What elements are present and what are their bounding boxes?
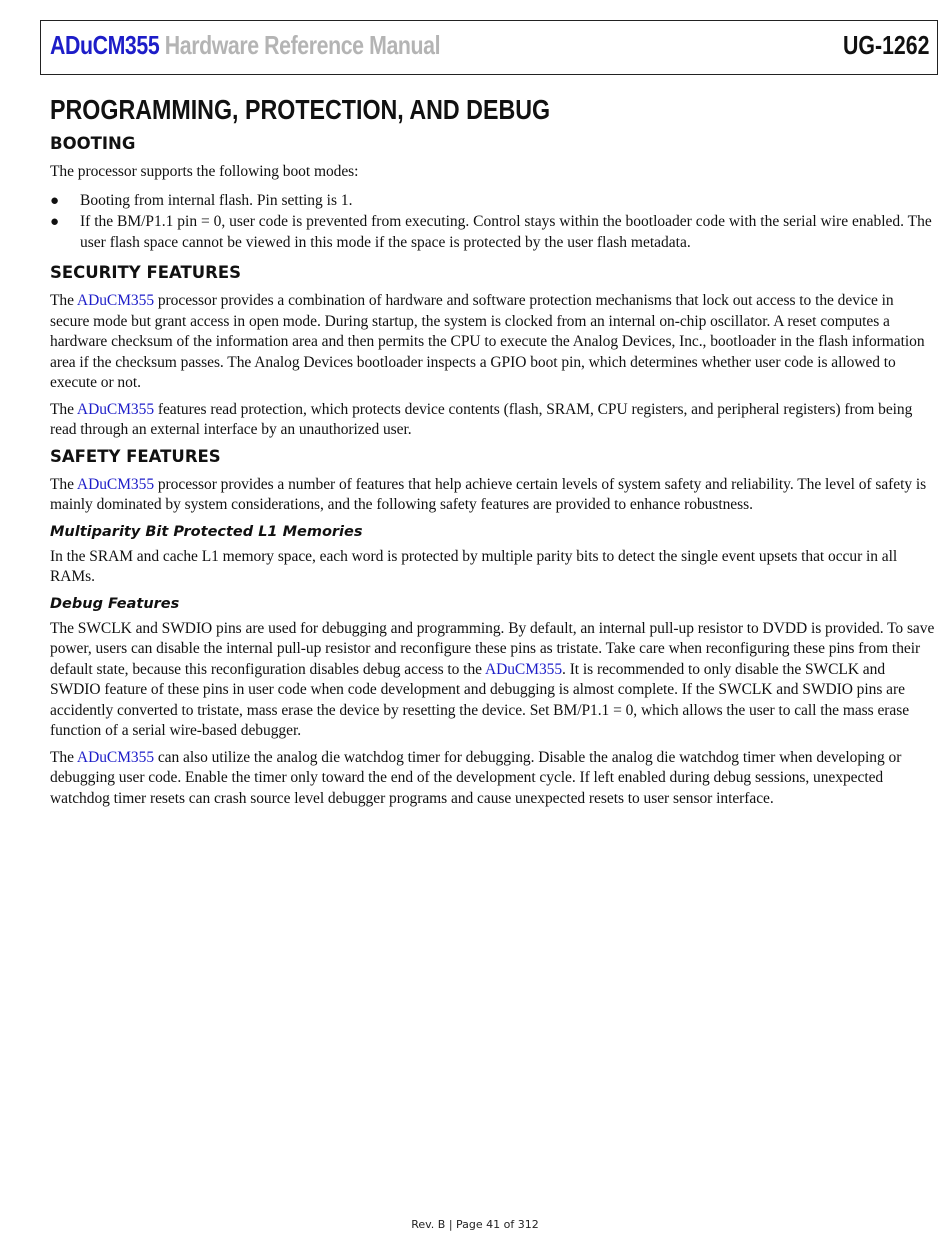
aducm355-link[interactable]: ADuCM355 xyxy=(76,400,155,418)
aducm355-link[interactable]: ADuCM355 xyxy=(76,292,155,309)
text-run: . It is recommended to only disable the SWCLK and SWDIO feature of these pins in user code when code development and debugging is almost complete. If the SWCLK and SWDIO pins are accidently converted to tristate, mass erase the device by resetting the device. Set BM/P1.1 = 0, which allows the user to call the mass erase function of a serial wire-based debugger. xyxy=(50,660,910,739)
debug-paragraph-2 xyxy=(50,748,935,810)
header-product-name: ADuCM355 xyxy=(50,30,160,60)
page-footer: Rev. B | Page 41 of 312 xyxy=(411,1218,539,1231)
page-content xyxy=(50,91,935,809)
header-manual-title: Hardware Reference Manual xyxy=(159,30,441,60)
booting-heading: BOOTING xyxy=(50,134,136,153)
text-run: can also utilize the analog die watchdog timer for debugging. Disable the analog die watchdog timer when developing or debugging user code. Enable the timer only toward the end of the development cycle. If left enabled during debug sessions, unexpected watchdog timer resets can crash source level debugger programs and cause unexpected resets to user sensor interface. xyxy=(50,748,902,807)
security-paragraph-1 xyxy=(50,291,935,394)
aducm355-link[interactable]: ADuCM355 xyxy=(484,660,563,678)
bullet-icon: ● xyxy=(50,192,60,209)
boot-modes-list xyxy=(50,191,935,254)
aducm355-link[interactable]: ADuCM355 xyxy=(76,748,155,766)
multiparity-paragraph: In the SRAM and cache L1 memory space, each word is protected by multiple parity bits to detect the single event upsets that occur in all RAMs. xyxy=(50,547,898,585)
text-run: The xyxy=(50,400,77,418)
list-item-text: Booting from internal flash. Pin setting is 1. xyxy=(80,191,353,209)
text-run: The xyxy=(50,748,77,766)
debug-heading: Debug Features xyxy=(50,595,180,612)
safety-paragraph xyxy=(50,475,935,516)
text-run: features read protection, which protects device contents (flash, SRAM, CPU registers, and peripheral registers) from being read through an external interface by an unauthorized user. xyxy=(50,400,913,438)
debug-paragraph-1 xyxy=(50,619,935,742)
booting-intro: The processor supports the following boot modes: xyxy=(50,163,359,180)
safety-heading: SAFETY FEATURES xyxy=(50,446,221,466)
page-header xyxy=(40,20,938,75)
bullet-icon: ● xyxy=(50,214,60,230)
security-heading: SECURITY FEATURES xyxy=(50,263,241,282)
multiparity-heading: Multiparity Bit Protected L1 Memories xyxy=(50,523,363,540)
aducm355-link[interactable]: ADuCM355 xyxy=(76,475,155,493)
text-run: The xyxy=(50,292,77,309)
security-paragraph-2 xyxy=(50,400,935,441)
header-title-group xyxy=(50,30,440,61)
text-run: processor provides a combination of hardware and software protection mechanisms that lock out access to the device in secure mode but grant access in open mode. During startup, the system is clocked from an internal on-chip oscillator. A reset computes a hardware checksum of the information area and then permits the CPU to execute the Analog Devices, Inc., bootloader in the flash information area if the checksum passes. The Analog Devices bootloader inspects a GPIO boot pin, which determines whether user code is allowed to execute or not. xyxy=(50,292,925,391)
text-run: processor provides a number of features that help achieve certain levels of system safety and reliability. The level of safety is mainly dominated by system considerations, and the following safety features are provided to enhance robustness. xyxy=(50,475,927,513)
header-doc-number: UG-1262 xyxy=(842,30,929,60)
text-run: The SWCLK and SWDIO pins are used for debugging and programming. By default, an internal pull-up resistor to DVDD is provided. To save power, users can disable the internal pull-up resistor and reconfigure these pins as tristate. Take care when reconfiguring these pins from their default state, because this reconfiguration disables debug access to the xyxy=(50,619,935,678)
list-item-text: If the BM/P1.1 pin = 0, user code is prevented from executing. Control stays within the bootloader code with the serial wire enabled. The user flash space cannot be viewed in this mode if the space is protected by the user flash metadata. xyxy=(80,213,932,251)
list-item xyxy=(50,191,935,212)
list-item xyxy=(50,212,935,253)
text-run: The xyxy=(50,475,77,493)
section-title: PROGRAMMING, PROTECTION, AND DEBUG xyxy=(50,94,551,125)
